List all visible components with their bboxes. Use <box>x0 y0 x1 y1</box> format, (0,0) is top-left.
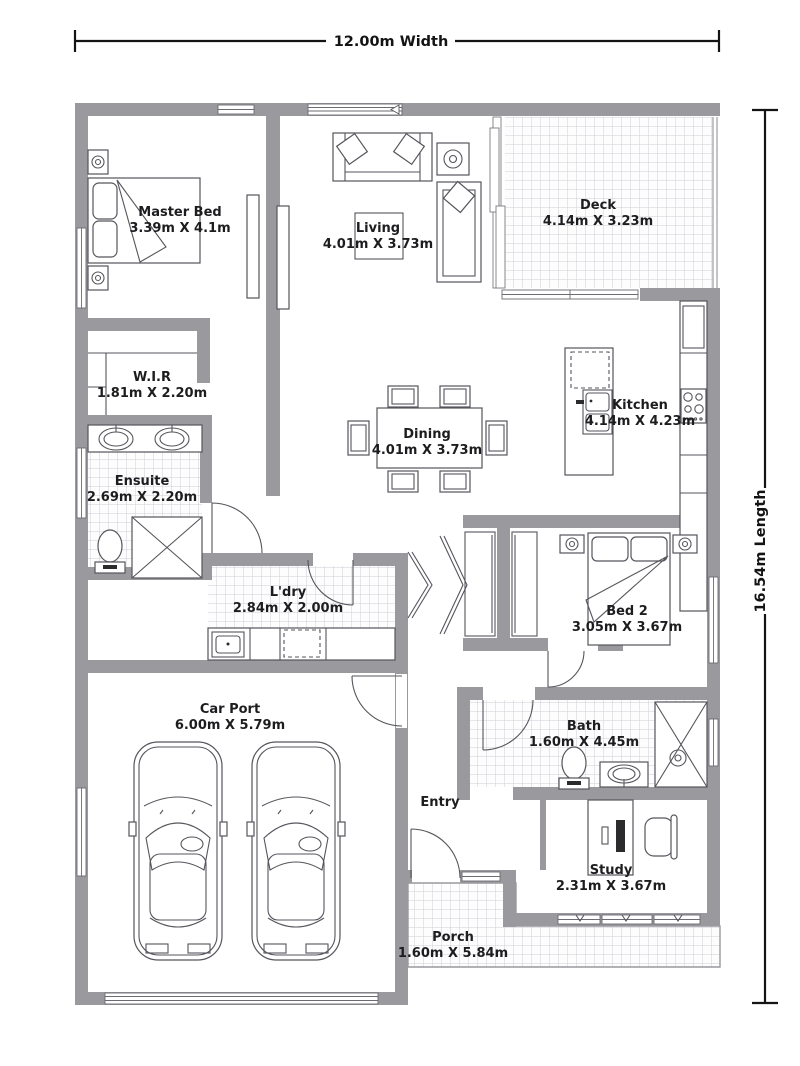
bath-size: 1.60m X 4.45m <box>528 735 640 750</box>
front-door <box>411 829 460 878</box>
ldry-label: L'dry <box>269 585 307 600</box>
kitchen-size: 4.14m X 4.23m <box>584 414 696 429</box>
living-size: 4.01m X 3.73m <box>322 237 434 252</box>
laundry-counter <box>208 628 395 660</box>
wir-label: W.I.R <box>132 370 172 385</box>
ldry-size: 2.84m X 2.00m <box>232 601 344 616</box>
monitor <box>616 820 625 852</box>
ensuite-label: Ensuite <box>114 474 170 489</box>
garage-opening <box>105 993 378 1004</box>
ensuite-size: 2.69m X 2.20m <box>86 490 198 505</box>
toilet <box>562 747 586 779</box>
bed2-size: 3.05m X 3.67m <box>571 620 683 635</box>
width-dimension-label: 12.00m Width <box>333 34 449 50</box>
room-carport <box>129 742 345 960</box>
robe-door <box>277 206 289 309</box>
carport-door <box>352 676 402 726</box>
entry-label: Entry <box>420 795 460 810</box>
hall-closets <box>408 532 537 636</box>
dining-label: Dining <box>403 427 451 442</box>
porch-label: Porch <box>432 930 474 945</box>
room-ldry <box>208 628 395 660</box>
master-door <box>212 503 262 553</box>
length-dimension-label: 16.54m Length <box>753 489 769 613</box>
study-size: 2.31m X 3.67m <box>555 879 667 894</box>
study-label: Study <box>589 863 633 878</box>
carport-label: Car Port <box>199 702 261 717</box>
wir-size: 1.81m X 2.20m <box>96 386 208 401</box>
length-dimension <box>752 110 778 1003</box>
nightstand <box>88 150 108 174</box>
office-chair <box>645 818 673 856</box>
living-label-box <box>355 213 403 259</box>
deck-label: Deck <box>580 198 616 213</box>
side-table <box>437 143 469 175</box>
bifold-door <box>412 552 432 618</box>
deck-size: 4.14m X 3.23m <box>542 214 654 229</box>
nightstand <box>88 266 108 290</box>
bed2-door <box>548 651 584 687</box>
master-bed-size: 3.39m X 4.1m <box>129 221 231 236</box>
bath-label: Bath <box>566 719 602 734</box>
master-bed-label: Master Bed <box>138 205 222 220</box>
porch-size: 1.60m X 5.84m <box>397 946 509 961</box>
width-dimension <box>75 30 719 52</box>
kitchen-label: Kitchen <box>612 398 668 413</box>
living-label: Living <box>355 221 401 236</box>
bed2-label: Bed 2 <box>606 604 648 619</box>
robe-door <box>247 195 259 298</box>
room-living <box>333 133 481 282</box>
carport-size: 6.00m X 5.79m <box>174 718 286 733</box>
toilet <box>98 530 122 562</box>
dining-size: 4.01m X 3.73m <box>371 443 483 458</box>
